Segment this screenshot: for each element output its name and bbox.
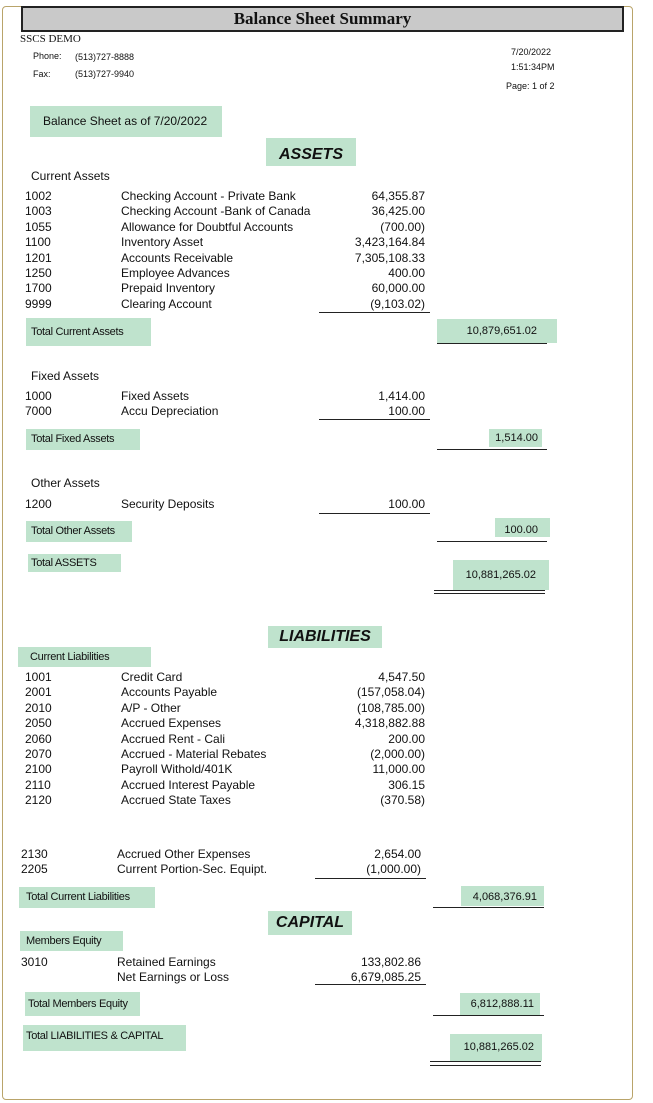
total-assets-value: 10,881,265.02	[453, 560, 549, 590]
account-name: Net Earnings or Loss	[117, 970, 230, 984]
account-amount: (9,103.02)	[370, 296, 425, 311]
account-code: 2205	[21, 862, 48, 876]
account-amount: 1,414.00	[378, 389, 425, 403]
account-code: 1000	[25, 389, 52, 403]
subtotal-rule	[315, 984, 426, 985]
double-rule-top	[434, 590, 545, 591]
current-assets-label: Current Assets	[31, 169, 110, 183]
account-code: 2100	[25, 762, 52, 777]
account-amount: 133,802.86	[360, 955, 421, 969]
account-amount: 64,355.87	[371, 189, 425, 203]
account-name: Accrued State Taxes	[121, 793, 231, 808]
account-code: 2060	[25, 731, 52, 746]
company-name: SSCS DEMO	[20, 33, 81, 45]
account-code: 2050	[25, 716, 52, 731]
account-amount: 100.00	[388, 404, 425, 418]
account-name: Fixed Assets	[121, 389, 190, 403]
total-assets-label: Total ASSETS	[28, 554, 121, 572]
assets-heading: ASSETS	[266, 138, 356, 166]
capital-heading: CAPITAL	[268, 911, 352, 935]
report-time: 1:51:34PM	[511, 62, 555, 72]
phone-number: (513)727-8888	[75, 52, 135, 62]
account-code: 1700	[25, 281, 52, 296]
double-rule-top	[430, 1061, 541, 1062]
account-amount: 11,000.00	[372, 762, 425, 777]
total-fixed-assets-value: 1,514.00	[489, 429, 542, 447]
account-amount: (370.58)	[380, 793, 425, 808]
account-name: Current Portion-Sec. Equipt.	[117, 862, 268, 876]
total-members-equity-value: 6,812,888.11	[460, 993, 540, 1015]
account-code: 2130	[21, 847, 48, 861]
report-date: 7/20/2022	[511, 47, 552, 57]
account-name: Accrued Interest Payable	[121, 777, 256, 792]
account-name: Accu Depreciation	[121, 404, 219, 418]
account-name: Accrued Expenses	[121, 716, 222, 731]
total-rule	[437, 343, 547, 344]
account-name: Security Deposits	[121, 497, 215, 511]
account-code: 1003	[25, 204, 52, 219]
account-amount: (700.00)	[380, 219, 425, 234]
account-amount: (108,785.00)	[356, 700, 425, 715]
account-amount: 2,654.00	[374, 847, 421, 861]
account-amount: 6,679,085.25	[350, 970, 421, 984]
fixed-assets-label: Fixed Assets	[31, 369, 100, 383]
subtotal-rule	[319, 419, 430, 420]
phone-label: Phone:	[33, 51, 62, 61]
total-rule	[437, 541, 547, 542]
total-liabilities-capital-value: 10,881,265.02	[450, 1034, 542, 1061]
account-code: 1002	[25, 189, 52, 203]
account-name: Inventory Asset	[121, 235, 204, 250]
total-fixed-assets-label: Total Fixed Assets	[26, 429, 140, 450]
account-name: Clearing Account	[121, 296, 212, 311]
account-name: Accrued Other Expenses	[117, 847, 251, 861]
account-code: 3010	[21, 955, 48, 969]
account-amount: 306.15	[388, 777, 425, 792]
account-code: 2010	[25, 700, 52, 715]
account-code: 1055	[25, 219, 52, 234]
subtotal-rule	[315, 878, 426, 879]
account-name: Employee Advances	[121, 266, 230, 280]
account-amount: (157,058.04)	[356, 685, 425, 700]
account-code: 2110	[25, 777, 51, 792]
double-rule-bottom	[430, 1065, 541, 1066]
account-name: Retained Earnings	[117, 955, 216, 969]
total-current-assets-label: Total Current Assets	[26, 318, 151, 346]
account-code: 1001	[25, 670, 52, 684]
other-assets-label: Other Assets	[31, 476, 100, 490]
total-other-assets-value: 100.00	[495, 518, 550, 537]
report-title: Balance Sheet Summary	[21, 6, 624, 32]
account-name: Prepaid Inventory	[121, 281, 216, 296]
page-number: Page: 1 of 2	[506, 81, 555, 91]
total-members-equity-label: Total Members Equity	[25, 992, 140, 1016]
balance-as-of: Balance Sheet as of 7/20/2022	[30, 106, 222, 137]
account-name: Checking Account -Bank of Canada	[121, 204, 311, 219]
account-amount: 36,425.00	[371, 204, 425, 219]
account-name: Accrued Rent - Cali	[121, 731, 226, 746]
account-code: 9999	[25, 296, 52, 311]
account-name: Checking Account - Private Bank	[121, 189, 296, 203]
account-amount: 7,305,108.33	[354, 250, 425, 265]
members-equity-label: Members Equity	[20, 931, 123, 951]
total-current-liabilities-label: Total Current Liabilities	[19, 887, 155, 908]
account-code: 2120	[25, 793, 52, 808]
liabilities-heading: LIABILITIES	[268, 626, 382, 648]
account-code: 1200	[25, 497, 52, 511]
total-liabilities-capital-label: Total LIABILITIES & CAPITAL	[23, 1025, 186, 1051]
total-current-assets-value: 10,879,651.02	[437, 319, 557, 343]
account-code: 2070	[25, 747, 52, 761]
account-amount: (2,000.00)	[370, 747, 425, 761]
account-name: Accrued - Material Rebates	[121, 747, 267, 761]
subtotal-rule	[319, 312, 430, 313]
account-code: 2001	[25, 685, 52, 700]
total-rule	[437, 449, 547, 450]
account-amount: 100.00	[388, 497, 425, 511]
fax-label: Fax:	[33, 69, 51, 79]
account-name: Allowance for Doubtful Accounts	[121, 219, 294, 234]
account-name: A/P - Other	[121, 700, 181, 715]
subtotal-rule	[319, 513, 430, 514]
double-rule-bottom	[434, 593, 545, 594]
account-amount: 4,318,882.88	[354, 716, 425, 731]
account-name: Accounts Payable	[121, 685, 218, 700]
account-amount: 4,547.50	[378, 670, 425, 684]
total-rule	[433, 907, 544, 908]
total-rule	[433, 1015, 544, 1016]
account-code: 1100	[25, 235, 51, 250]
current-liabilities-label: Current Liabilities	[18, 647, 151, 667]
account-code: 1201	[25, 250, 52, 265]
fax-number: (513)727-9940	[75, 69, 135, 79]
account-amount: 3,423,164.84	[354, 235, 425, 250]
account-code: 7000	[25, 404, 52, 418]
account-code: 1250	[25, 266, 52, 280]
account-name: Accounts Receivable	[121, 250, 234, 265]
account-name: Payroll Withold/401K	[121, 762, 233, 777]
account-amount: 60,000.00	[371, 281, 425, 296]
total-other-assets-label: Total Other Assets	[26, 521, 132, 542]
account-amount: 400.00	[388, 266, 425, 280]
account-amount: (1,000.00)	[366, 862, 421, 876]
total-current-liabilities-value: 4,068,376.91	[461, 886, 544, 906]
account-name: Credit Card	[121, 670, 183, 684]
account-amount: 200.00	[388, 731, 425, 746]
